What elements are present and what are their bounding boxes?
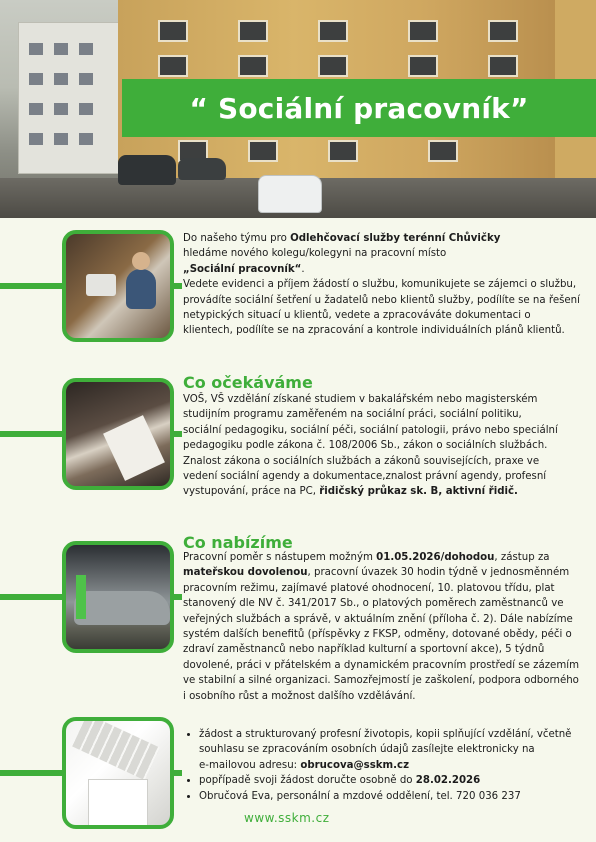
cv-keyboard-photo bbox=[62, 717, 174, 829]
apply-list bbox=[183, 727, 579, 804]
head-shape bbox=[132, 252, 150, 270]
contact-person: Obručová Eva, personální a mzdové oddělení, tel. 720 036 237 bbox=[199, 790, 521, 802]
offer-part2: , zástup za bbox=[494, 552, 550, 563]
driver-license: řidičský průkaz sk. B, aktivní řidič. bbox=[319, 486, 518, 498]
list-item bbox=[199, 773, 579, 788]
car-white bbox=[258, 175, 322, 213]
printer-shape bbox=[86, 274, 116, 296]
apply-item1: žádost a strukturovaný profesní životopis, kopii splňující vzdělání, včetně souhlasu se zpracováním osobních údajů zasílejte elektronicky na bbox=[199, 729, 572, 756]
website-link[interactable]: www.sskm.cz bbox=[244, 811, 330, 825]
apply-item2: popřípadě svoji žádost doručte osobně do bbox=[199, 775, 416, 787]
intro-body: Vedete evidenci a příjem žádostí o službu, komunikujete se zájemci o službu, provádíte sociální šetření u žadatelů nebo klientů služby, podílíte se na řešení netypických situací u klientů, vedete a zpracováváte dokumentaci o klientech, podílíte se na zpracování a kontrole individuálních plánů klientů. bbox=[183, 279, 580, 337]
document-signing-photo bbox=[62, 378, 174, 490]
intro-period: . bbox=[301, 263, 305, 275]
service-name: Odlehčovací služby terénní Chůvičky bbox=[290, 233, 501, 244]
cv-sheet-shape bbox=[88, 779, 148, 829]
maternity-leave: mateřskou dovolenou bbox=[183, 567, 308, 579]
list-item bbox=[199, 727, 579, 773]
offer-text bbox=[183, 550, 581, 704]
intro-text bbox=[183, 231, 583, 339]
offer-heading: Co nabízíme bbox=[183, 533, 293, 552]
car-dark bbox=[118, 155, 176, 185]
expect-para2: Znalost zákona o sociálních službách a zákonů souvisejících, praxe ve vedení sociální agendy a dokumentace,znalost právní agendy, profesní vystupování, práce na PC, bbox=[183, 455, 547, 498]
intro-line2: hledáme nového kolegu/kolegyni na pracovní místo bbox=[183, 248, 447, 260]
offer-part3: , pracovní úvazek 30 hodin týdně v jednosměnném pracovním režimu, zajímavé platové ohodnocení, 10. platovou třídu, plat stanovený dle NV č. 341/2017 Sb., o platových poměrech zaměstnanců ve veřejných službách a správě, v aktuálním znění (příloha č. 2). Dále nabízíme systém dalších benefitů (příspěvky z FKSP, odměny, dotované obědy, péči o zdraví zaměstnanců nebo například kulturní a sportovní akce), 5 týdnů dovolené, práci v přátelském a dynamickém pracovním prostředí se zázemím ve stabilní a silné organizaci. Samozřejmostí je zaškolení, podpora odborného i osobního růst a možnost dalšího vzdělávání. bbox=[183, 567, 579, 702]
person-shape bbox=[126, 269, 156, 309]
paper-shape bbox=[103, 415, 165, 481]
expect-text bbox=[183, 392, 561, 500]
title-banner bbox=[122, 79, 596, 137]
car-dark-2 bbox=[178, 158, 226, 180]
offer-part1: Pracovní poměr s nástupem možným bbox=[183, 552, 377, 563]
intro-line1: Do našeho týmu pro bbox=[183, 233, 291, 244]
keyboard-shape bbox=[72, 717, 160, 780]
company-car-photo bbox=[62, 541, 174, 653]
expect-para1: VOŠ, VŠ vzdělání získané studiem v bakalářském nebo magisterském studijním programu zaměřeném na sociální práci, sociální politiku, sociální pedagogiku, sociální péči, sociální patologii, právo nebo speciální pedagogiku podle zákona č. 108/2006 Sb., zákon o sociálních službách. bbox=[183, 394, 558, 452]
building-left bbox=[18, 22, 120, 174]
car-shape bbox=[74, 591, 170, 625]
list-item bbox=[199, 789, 579, 804]
position-name: „Sociální pracovník“ bbox=[183, 263, 302, 275]
deadline-date: 28.02.2026 bbox=[415, 775, 481, 787]
office-worker-photo bbox=[62, 230, 174, 342]
expect-heading: Co očekáváme bbox=[183, 373, 313, 392]
email-link[interactable]: obrucova@sskm.cz bbox=[300, 759, 410, 771]
start-date: 01.05.2026/dohodou bbox=[376, 552, 495, 563]
page-title: “ Sociální pracovník” bbox=[189, 91, 529, 125]
person-shape bbox=[76, 575, 86, 619]
email-label: e-mailovou adresu: bbox=[199, 759, 301, 771]
